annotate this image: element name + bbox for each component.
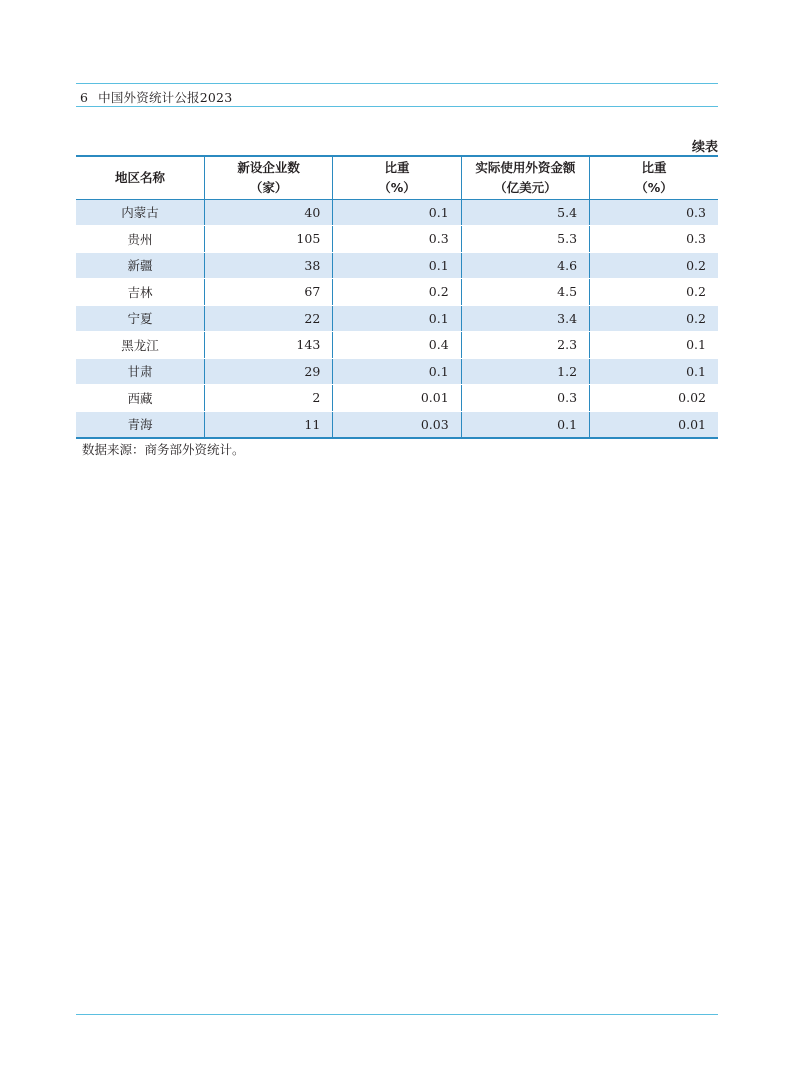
actual-fdi-cell: 0.3 [461,385,589,412]
enterprise-share-cell: 0.4 [333,332,461,359]
region-cell: 贵州 [76,226,204,253]
enterprise-share-cell: 0.1 [333,252,461,279]
region-cell: 宁夏 [76,305,204,332]
new-enterprises-cell: 2 [204,385,332,412]
column-header-fdi-share: 比重 （%） [590,156,718,199]
table-row [76,199,718,226]
table-row [76,279,718,306]
fdi-share-cell: 0.2 [590,279,718,306]
header-top-rule [76,83,718,84]
enterprise-share-cell: 0.2 [333,279,461,306]
region-cell: 新疆 [76,252,204,279]
table-row [76,385,718,412]
enterprise-share-cell: 0.1 [333,305,461,332]
new-enterprises-cell: 11 [204,411,332,438]
enterprise-share-cell: 0.01 [333,385,461,412]
region-cell: 青海 [76,411,204,438]
source-note: 数据来源：商务部外资统计。 [82,442,245,457]
actual-fdi-cell: 4.6 [461,252,589,279]
region-cell: 黑龙江 [76,332,204,359]
column-header-new-enterprises: 新设企业数 （家） [204,156,332,199]
region-cell: 吉林 [76,279,204,306]
enterprise-share-cell: 0.1 [333,199,461,226]
fdi-share-cell: 0.2 [590,252,718,279]
table-row [76,358,718,385]
running-header [80,88,232,106]
new-enterprises-cell: 67 [204,279,332,306]
new-enterprises-cell: 40 [204,199,332,226]
column-header-region: 地区名称 [76,156,204,199]
new-enterprises-cell: 143 [204,332,332,359]
enterprise-share-cell: 0.3 [333,226,461,253]
enterprise-share-cell: 0.1 [333,358,461,385]
header-bottom-rule [76,106,718,107]
new-enterprises-cell: 22 [204,305,332,332]
actual-fdi-cell: 2.3 [461,332,589,359]
actual-fdi-cell: 4.5 [461,279,589,306]
enterprise-share-cell: 0.03 [333,411,461,438]
fdi-share-cell: 0.3 [590,199,718,226]
new-enterprises-cell: 105 [204,226,332,253]
publication-title: 中国外资统计公报2023 [98,90,233,105]
column-header-enterprise-share: 比重 （%） [333,156,461,199]
table-row [76,305,718,332]
actual-fdi-cell: 0.1 [461,411,589,438]
table-row [76,226,718,253]
region-cell: 西藏 [76,385,204,412]
page-number: 6 [80,90,89,105]
actual-fdi-cell: 3.4 [461,305,589,332]
fdi-share-cell: 0.1 [590,358,718,385]
new-enterprises-cell: 29 [204,358,332,385]
actual-fdi-cell: 5.3 [461,226,589,253]
actual-fdi-cell: 1.2 [461,358,589,385]
table-row [76,252,718,279]
actual-fdi-cell: 5.4 [461,199,589,226]
fdi-share-cell: 0.3 [590,226,718,253]
region-cell: 甘肃 [76,358,204,385]
fdi-share-cell: 0.1 [590,332,718,359]
table-header-row [76,156,718,199]
continued-label: 续表 [691,140,718,155]
fdi-share-cell: 0.02 [590,385,718,412]
fdi-share-cell: 0.01 [590,411,718,438]
new-enterprises-cell: 38 [204,252,332,279]
fdi-region-table [76,155,718,439]
footer-rule [76,1014,718,1015]
table-row [76,332,718,359]
fdi-share-cell: 0.2 [590,305,718,332]
column-header-actual-fdi: 实际使用外资金额 （亿美元） [461,156,589,199]
region-cell: 内蒙古 [76,199,204,226]
table-row [76,411,718,438]
